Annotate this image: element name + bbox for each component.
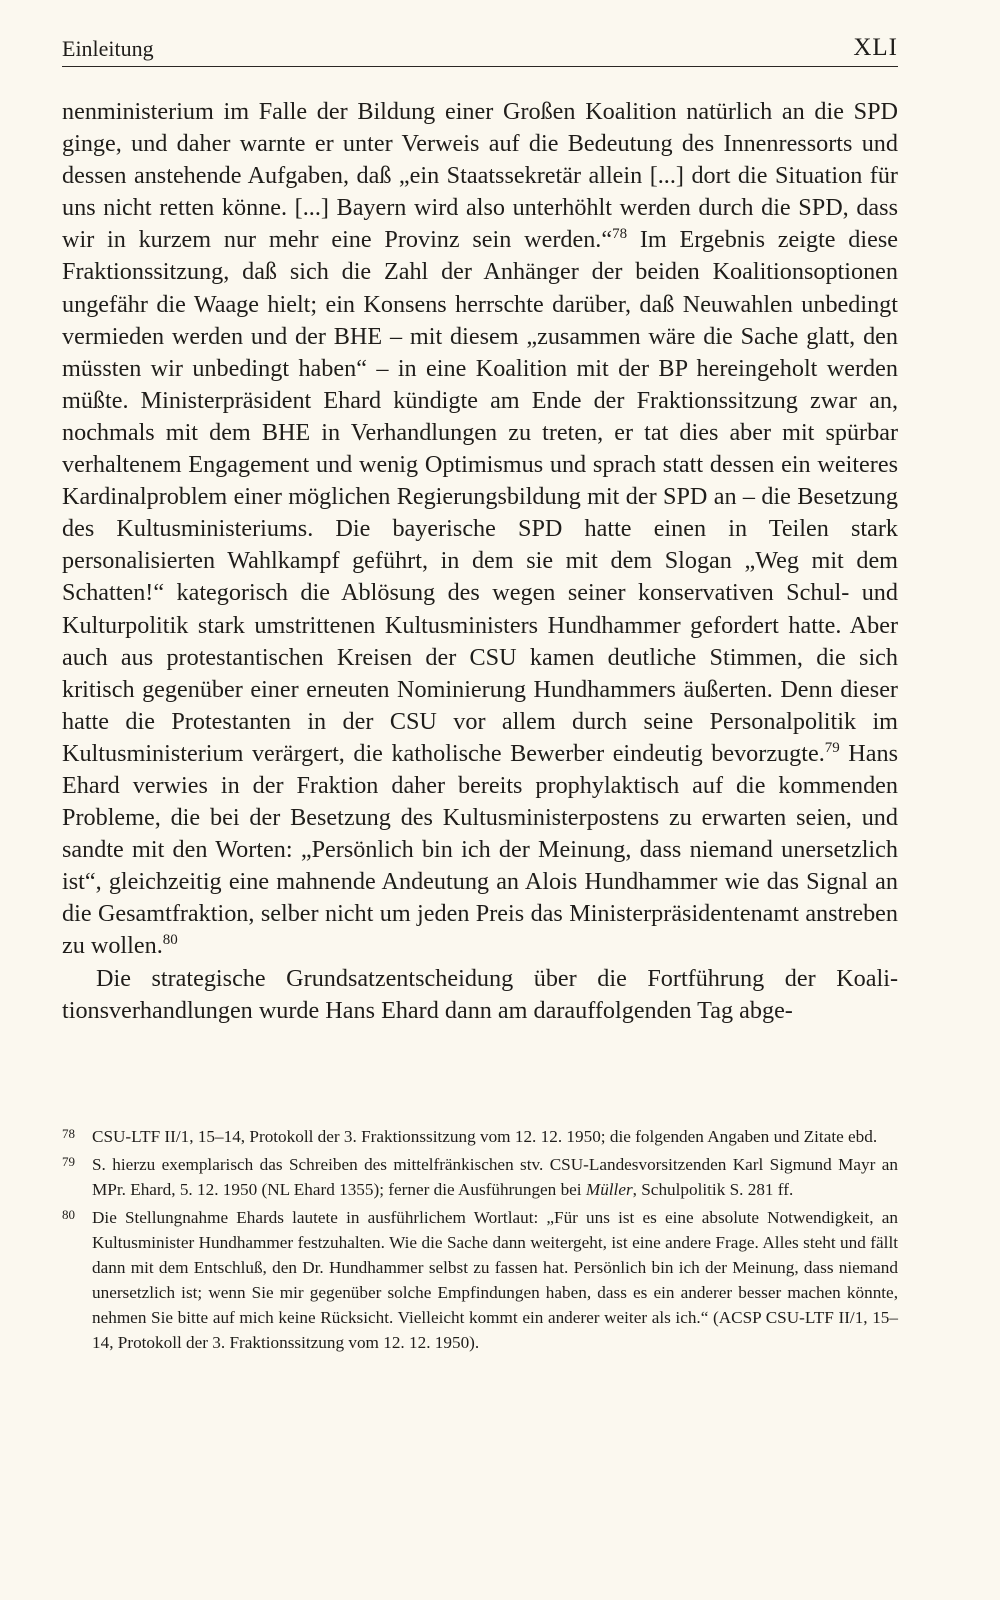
text-run: nenministerium im Falle der Bildung einer Großen Koalition natürlich an die SPD ginge, und daher warnte er unter Verweis auf die Bedeutung des Innenressorts und dessen anstehende Aufgaben, daß „ein Staatssekretär allein [...] dort die Situation für uns nicht retten könne. [...] Bayern wird also unterhöhlt werden durch die SPD, dass wir in kurzem nur mehr eine Provinz sein werden.“ bbox=[62, 98, 898, 254]
footnote-number: 78 bbox=[62, 1126, 75, 1141]
footnote-text: Die Stellungnahme Ehards lautete in ausführlichem Wortlaut: „Für uns ist es eine absolute Notwendigkeit, an Kultusminister Hundhammer festzuhalten. Wie die Sache dann weitergeht, ist eine andere Frage. Alles steht und fällt dann mit dem Entschluß, den Dr. Hundhammer selbst zu fassen hat. Persönlich bin ich der Meinung, dass niemand unersetzlich ist; wenn Sie mir gegenüber solche Empfindungen haben, dass es ein anderer besser machen könnte, nehmen Sie bitte auf mich keine Rücksicht. Vielleicht kommt ein anderer weiter als ich.“ (ACSP CSU-LTF II/1, 15–14, Protokoll der 3. Fraktionssitzung vom 12. 12. 1950). bbox=[92, 1208, 898, 1352]
main-text bbox=[62, 96, 898, 1027]
footnote bbox=[62, 1124, 898, 1149]
footnote-number: 79 bbox=[62, 1154, 75, 1169]
footnote-number: 80 bbox=[62, 1207, 75, 1222]
author-name: Müller bbox=[585, 1180, 633, 1199]
footnote-text: S. hierzu exemplarisch das Schreiben des mittelfränkischen stv. CSU-Landesvorsitzenden Karl Sigmund Mayr an MPr. Ehard, 5. 12. 1950 (NL Ehard 1355); ferner die Ausführungen bei bbox=[92, 1155, 898, 1199]
text-run: Im Ergebnis zeigte diese Fraktionssitzung, daß sich die Zahl der Anhänger der beiden Koalitionsoptionen ungefähr die Waage hielt; ein Konsens herrschte darüber, daß Neuwahlen unbedingt vermieden werden und der BHE – mit diesem „zusammen wäre die Sache glatt, den müssten wir unbedingt haben“ – in eine Koalition mit der BP hereingeholt werden müßte. Ministerpräsident Ehard kündigte am Ende der Fraktionssitzung zwar an, nochmals mit dem BHE in Verhandlungen zu treten, er tat dies aber mit spürbar verhaltenem Engagement und wenig Optimismus und sprach statt dessen ein weiteres Kardinalproblem einer möglichen Regierungsbildung mit der SPD an – die Besetzung des Kultusministeriums. Die bayerische SPD hatte einen in Teilen stark personalisierten Wahlkampf geführt, in dem sie mit dem Slogan „Weg mit dem Schatten!“ kategorisch die Ablösung des wegen seiner konservativen Schul- und Kulturpolitik stark umstrittenen Kultusministers Hundhammer gefordert hatte. Aber auch aus protestantischen Kreisen der CSU kamen deutliche Stimmen, die sich kritisch gegenüber einer erneuten Nominierung Hundhammers äußerten. Denn dieser hatte die Protestanten in der CSU vor allem durch seine Personalpolitik im Kultusministerium verärgert, die katholische Bewerber eindeutig bevorzugte. bbox=[62, 226, 898, 767]
paragraph: Die strategische Grundsatzentscheidung über die Fortführung der Koalitionsverhandlungen wurde Hans Ehard dann am darauffolgenden Tag abge- bbox=[62, 964, 898, 1024]
footnote-reference: 80 bbox=[162, 932, 178, 949]
footnote-reference: 79 bbox=[824, 739, 840, 756]
page-number: XLI bbox=[853, 34, 898, 61]
paragraph bbox=[62, 96, 898, 963]
footnote-text: , Schulpolitik S. 281 ff. bbox=[632, 1180, 794, 1199]
footnote-reference: 78 bbox=[612, 226, 628, 243]
footnotes bbox=[62, 1124, 898, 1358]
footnote bbox=[62, 1205, 898, 1355]
footnote-text: CSU-LTF II/1, 15–14, Protokoll der 3. Fraktionssitzung vom 12. 12. 1950; die folgenden Angaben und Zitate ebd. bbox=[92, 1127, 878, 1146]
footnote bbox=[62, 1152, 898, 1202]
text-run: Hans Ehard verwies in der Fraktion daher bereits prophylaktisch auf die kommenden Probleme, die bei der Besetzung des Kultusministerpostens zu erwarten seien, und sandte mit den Worten: „Persönlich bin ich der Meinung, dass niemand unersetzlich ist“, gleichzeitig eine mahnende Andeutung an Alois Hundhammer wie das Signal an die Gesamtfraktion, selber nicht um jeden Preis das Ministerpräsidentenamt anstreben zu wollen. bbox=[62, 739, 898, 960]
running-head bbox=[62, 34, 898, 67]
chapter-title: Einleitung bbox=[62, 36, 154, 61]
